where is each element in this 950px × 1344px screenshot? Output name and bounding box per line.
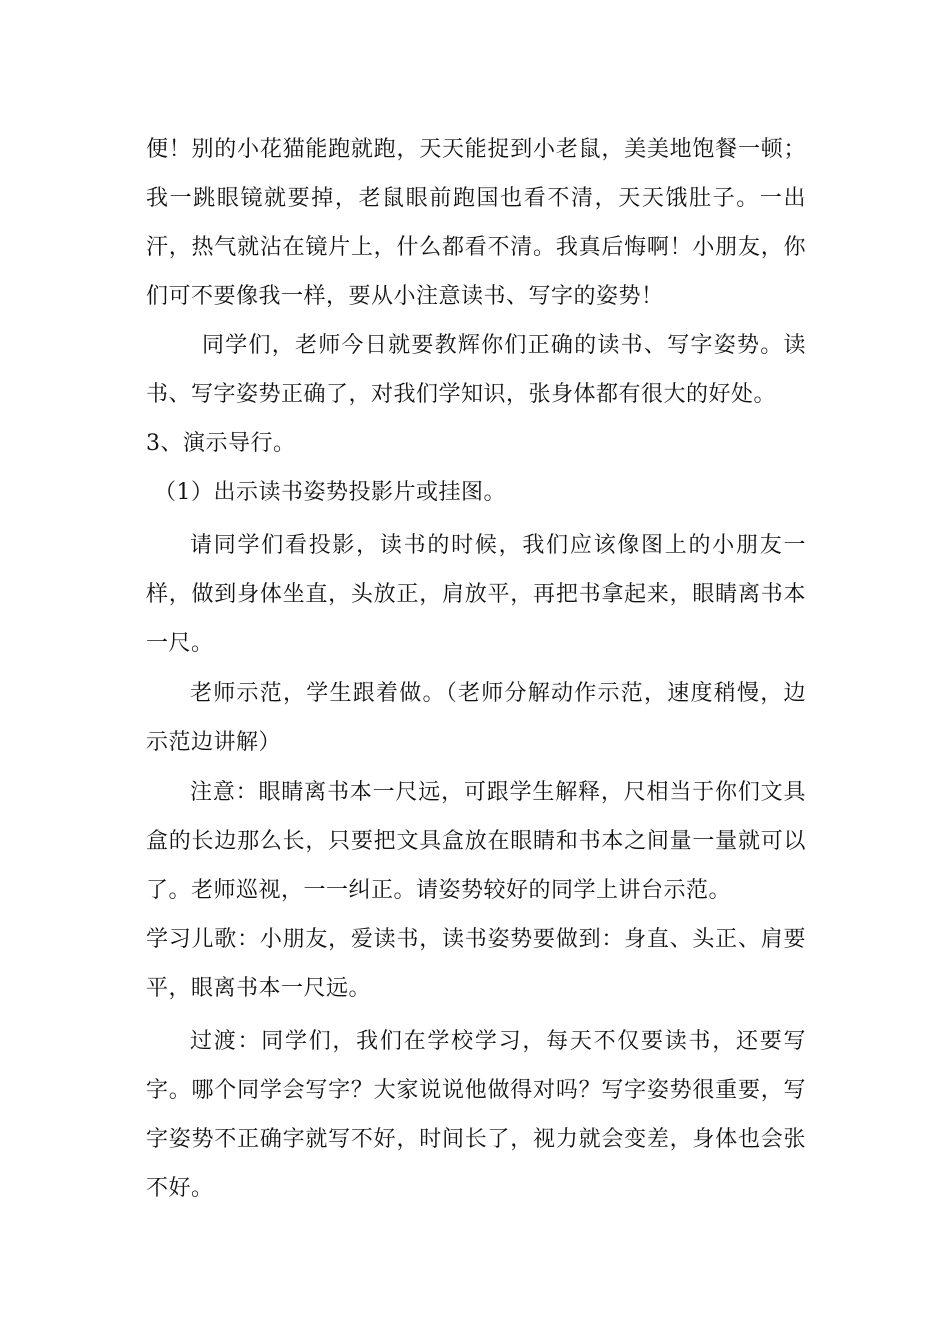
paragraph-3: 3、演示导行。 bbox=[146, 431, 296, 456]
paragraph-6: 老师示范，学生跟着做。（老师分解动作示范，速度稍慢，边示范边讲解） bbox=[146, 681, 806, 755]
paragraph-1: 便！别的小花猫能跑就跑，天天能捉到小老鼠，美美地饱餐一顿；我一跳眼镜就要掉，老鼠眼前跑国也看不清，天天饿肚子。一出汗，热气就沾在镜片上，什么都看不清。我真后悔啊！小朋友，你们可不要像我一样，要从小注意读书、写字的姿势！ bbox=[146, 137, 806, 309]
paragraph-9: 过渡：同学们，我们在学校学习，每天不仅要读书，还要写字。哪个同学会写字？大家说说他做得对吗？写字姿势很重要，写字姿势不正确字就写不好，时间长了，视力就会变差，身体也会张不好。 bbox=[146, 1029, 806, 1201]
paragraph-7: 注意：眼睛离书本一尺远，可跟学生解释，尺相当于你们文具盒的长边那么长，只要把文具盒放在眼睛和书本之间量一量就可以了。老师巡视，一一纠正。请姿势较好的同学上讲台示范。 bbox=[146, 780, 806, 903]
paragraph-5: 请同学们看投影，读书的时候，我们应该像图上的小朋友一样，做到身体坐直，头放正，肩放平，再把书拿起来，眼睛离书本一尺。 bbox=[146, 533, 806, 656]
paragraph-8: 学习儿歌：小朋友，爱读书，读书姿势要做到：身直、头正、肩要平，眼离书本一尺远。 bbox=[146, 927, 806, 1001]
paragraph-2: 同学们，老师今日就要教辉你们正确的读书、写字姿势。读书、写字姿势正确了，对我们学知识，张身体都有很大的好处。 bbox=[146, 333, 806, 407]
paragraph-4: （1）出示读书姿势投影片或挂图。 bbox=[154, 480, 506, 505]
